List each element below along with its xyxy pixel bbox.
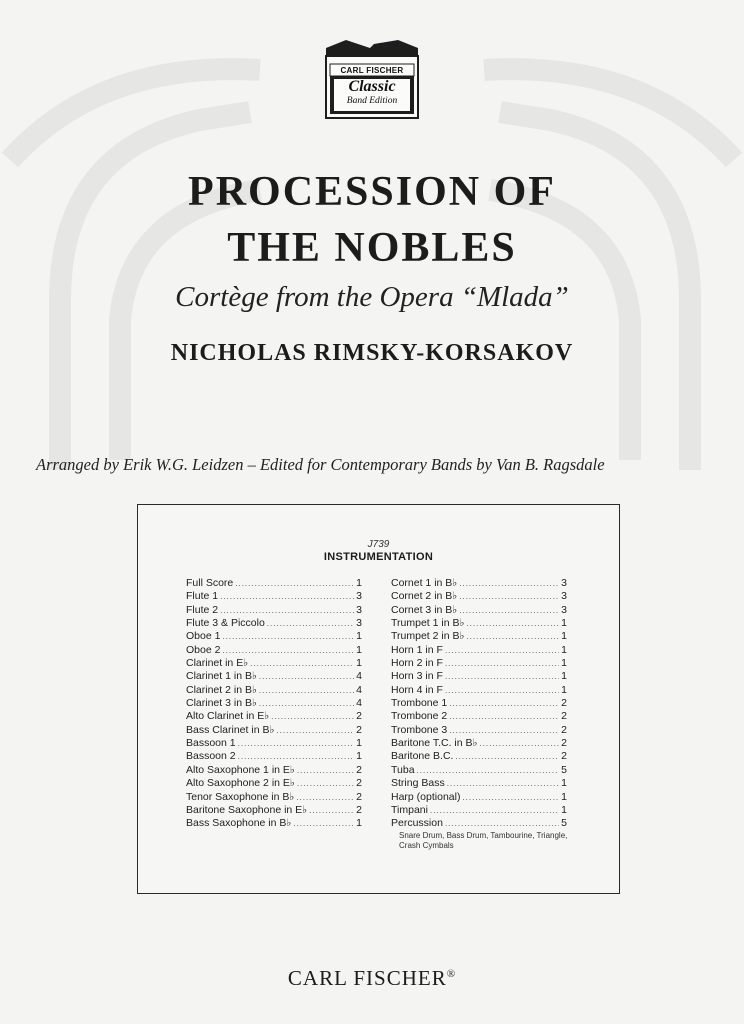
instrument-name: Cornet 3 in B♭ [391, 603, 458, 616]
logo-edition: Band Edition [346, 96, 398, 106]
leader-dots [271, 710, 354, 723]
footer-publisher-name: CARL FISCHER [287, 966, 447, 990]
instrument-row [391, 604, 567, 617]
footer-publisher [0, 966, 744, 991]
instrument-row [391, 777, 567, 790]
instrument-row [186, 804, 362, 817]
instrument-name: Cornet 1 in B♭ [391, 577, 458, 589]
instrument-row [186, 817, 362, 830]
leader-dots [309, 804, 354, 817]
leader-dots [259, 697, 354, 710]
instrument-quantity: 2 [561, 710, 567, 723]
instrument-quantity: 1 [561, 630, 567, 643]
instrument-name: Tuba [391, 763, 415, 776]
instrument-quantity: 1 [561, 803, 567, 816]
instrument-quantity: 4 [356, 683, 362, 696]
instrument-quantity: 3 [356, 617, 362, 630]
leader-dots [430, 804, 559, 817]
instrument-name: Clarinet 1 in B♭ [186, 670, 257, 683]
instrument-row [186, 777, 362, 790]
instrument-row [186, 617, 362, 630]
instrumentation-heading: INSTRUMENTATION [323, 551, 434, 563]
leader-dots [220, 604, 354, 617]
leader-dots [445, 657, 559, 670]
leader-dots [238, 750, 355, 763]
instrument-row [391, 644, 567, 657]
instrument-quantity: 5 [561, 817, 567, 830]
instrument-name: Horn 4 in F [391, 683, 443, 696]
instrument-quantity: 1 [356, 750, 362, 763]
instrument-row [391, 577, 567, 590]
instrument-quantity: 2 [356, 777, 362, 790]
instrument-name: Full Score [186, 577, 234, 589]
instrument-row [186, 604, 362, 617]
instrument-quantity: 4 [356, 697, 362, 710]
instrument-row [391, 684, 567, 697]
instrument-quantity: 2 [561, 750, 567, 763]
instrument-row [186, 737, 362, 750]
leader-dots [455, 750, 559, 763]
instrument-name: Trumpet 2 in B♭ [391, 630, 465, 643]
instrument-name: Horn 2 in F [391, 657, 443, 670]
instrument-row [391, 791, 567, 804]
leader-dots [296, 791, 354, 804]
instrument-row [186, 764, 362, 777]
instrument-name: Horn 3 in F [391, 670, 443, 683]
instrument-name: Tenor Saxophone in B♭ [186, 790, 295, 803]
instrument-name: Trombone 1 [391, 697, 448, 710]
instrument-name: Percussion [391, 817, 443, 830]
instrument-quantity: 1 [356, 577, 362, 589]
leader-dots [459, 604, 559, 617]
instrument-name: String Bass [391, 777, 445, 790]
instrument-quantity: 2 [356, 763, 362, 776]
instrument-quantity: 3 [356, 590, 362, 603]
instrument-row [391, 724, 567, 737]
instrument-name: Baritone T.C. in B♭ [391, 737, 478, 750]
instrument-quantity: 1 [561, 670, 567, 683]
instrument-quantity: 5 [561, 763, 567, 776]
instrument-name: Horn 1 in F [391, 643, 443, 656]
title-line-1: PROCESSION OF [188, 169, 556, 215]
instrument-name: Alto Saxophone 1 in E♭ [186, 763, 295, 776]
instrument-row [391, 750, 567, 763]
instrument-name: Oboe 2 [186, 643, 221, 656]
instrument-quantity: 2 [356, 790, 362, 803]
instrument-row [391, 630, 567, 643]
leader-dots [459, 577, 559, 590]
instrument-row [186, 670, 362, 683]
leader-dots [222, 644, 354, 657]
instrument-quantity: 3 [561, 590, 567, 603]
instrument-name: Bassoon 1 [186, 737, 236, 750]
instrument-quantity: 1 [356, 630, 362, 643]
instrument-quantity: 1 [356, 737, 362, 750]
leader-dots [466, 630, 559, 643]
instrument-row [186, 791, 362, 804]
instrument-name: Flute 2 [186, 603, 219, 616]
leader-dots [466, 617, 559, 630]
instrument-name: Bass Saxophone in B♭ [186, 817, 292, 830]
instrument-list-left [186, 577, 362, 831]
leader-dots [220, 590, 354, 603]
instrument-name: Clarinet in E♭ [186, 657, 249, 670]
instrument-row [186, 590, 362, 603]
leader-dots [445, 644, 559, 657]
instrument-quantity: 2 [356, 710, 362, 723]
instrument-row [186, 684, 362, 697]
instrument-name: Baritone B.C. [391, 750, 454, 763]
instrument-row [186, 724, 362, 737]
leader-dots [479, 737, 559, 750]
instrument-row [391, 617, 567, 630]
instrument-row [391, 670, 567, 683]
leader-dots [297, 764, 354, 777]
instrument-quantity: 1 [356, 643, 362, 656]
instrument-name: Trombone 3 [391, 723, 448, 736]
leader-dots [235, 577, 354, 590]
instrument-name: Bassoon 2 [186, 750, 236, 763]
instrument-name: Trumpet 1 in B♭ [391, 617, 465, 630]
instrument-quantity: 1 [561, 643, 567, 656]
leader-dots [445, 670, 559, 683]
instrument-row [391, 804, 567, 817]
instrument-name: Bass Clarinet in B♭ [186, 723, 275, 736]
instrument-quantity: 3 [561, 603, 567, 616]
instrument-quantity: 3 [561, 577, 567, 589]
arranger-credits: Arranged by Erik W.G. Leidzen – Edited for Contemporary Bands by Van B. Ragsdale [36, 455, 605, 474]
leader-dots [462, 791, 559, 804]
instrument-name: Alto Clarinet in E♭ [186, 710, 270, 723]
leader-dots [449, 697, 559, 710]
catalog-code: J739 [367, 539, 390, 550]
instrument-row [391, 817, 567, 830]
instrument-row [186, 750, 362, 763]
leader-dots [267, 617, 354, 630]
instrument-quantity: 1 [356, 817, 362, 830]
instrument-name: Cornet 2 in B♭ [391, 590, 458, 603]
instrument-quantity: 1 [561, 683, 567, 696]
instrument-name: Clarinet 3 in B♭ [186, 697, 257, 710]
instrument-quantity: 1 [356, 657, 362, 670]
instrument-row [391, 697, 567, 710]
subtitle: Cortège from the Opera “Mlada” [175, 281, 569, 313]
instrument-quantity: 2 [561, 737, 567, 750]
leader-dots [259, 670, 354, 683]
instrument-row [186, 630, 362, 643]
instrument-name: Oboe 1 [186, 630, 221, 643]
instrument-name: Harp (optional) [391, 790, 461, 803]
instrument-quantity: 4 [356, 670, 362, 683]
leader-dots [459, 590, 559, 603]
leader-dots [449, 724, 559, 737]
leader-dots [417, 764, 560, 777]
instrument-name: Flute 1 [186, 590, 219, 603]
instrument-quantity: 1 [561, 657, 567, 670]
logo-series: Classic [348, 78, 396, 95]
leader-dots [445, 684, 559, 697]
leader-dots [445, 817, 559, 830]
leader-dots [238, 737, 355, 750]
instrumentation-box [137, 504, 620, 894]
instrument-row [186, 644, 362, 657]
leader-dots [250, 657, 354, 670]
leader-dots [222, 630, 354, 643]
instrument-quantity: 1 [561, 777, 567, 790]
leader-dots [449, 710, 559, 723]
instrument-row [391, 764, 567, 777]
instrument-name: Alto Saxophone 2 in E♭ [186, 777, 295, 790]
instrument-row [391, 737, 567, 750]
percussion-note: Snare Drum, Bass Drum, Tambourine, Triangle, Crash Cymbals [399, 830, 568, 850]
instrument-row [391, 590, 567, 603]
leader-dots [447, 777, 559, 790]
instrument-row [186, 577, 362, 590]
instrument-list-right [391, 577, 567, 851]
leader-dots [293, 817, 354, 830]
instrument-quantity: 2 [561, 723, 567, 736]
instrument-row [186, 697, 362, 710]
instrument-row [391, 710, 567, 723]
instrument-quantity: 1 [561, 790, 567, 803]
leader-dots [259, 684, 354, 697]
instrument-quantity: 1 [561, 617, 567, 630]
instrument-quantity: 2 [356, 723, 362, 736]
registered-mark: ® [446, 968, 457, 980]
instrument-name: Baritone Saxophone in E♭ [186, 803, 308, 816]
instrument-name: Flute 3 & Piccolo [186, 617, 265, 630]
instrument-name: Timpani [391, 803, 428, 816]
instrument-row [391, 657, 567, 670]
logo-publisher: CARL FISCHER [340, 66, 404, 75]
leader-dots [276, 724, 354, 737]
publisher-logo [320, 34, 424, 122]
leader-dots [297, 777, 354, 790]
instrument-name: Trombone 2 [391, 710, 448, 723]
instrument-quantity: 2 [561, 697, 567, 710]
title-line-2: THE NOBLES [227, 225, 517, 271]
instrument-name: Clarinet 2 in B♭ [186, 683, 257, 696]
composer: NICHOLAS RIMSKY-KORSAKOV [170, 340, 574, 366]
instrument-row [186, 710, 362, 723]
instrument-quantity: 2 [356, 803, 362, 816]
instrument-quantity: 3 [356, 603, 362, 616]
instrument-row [186, 657, 362, 670]
